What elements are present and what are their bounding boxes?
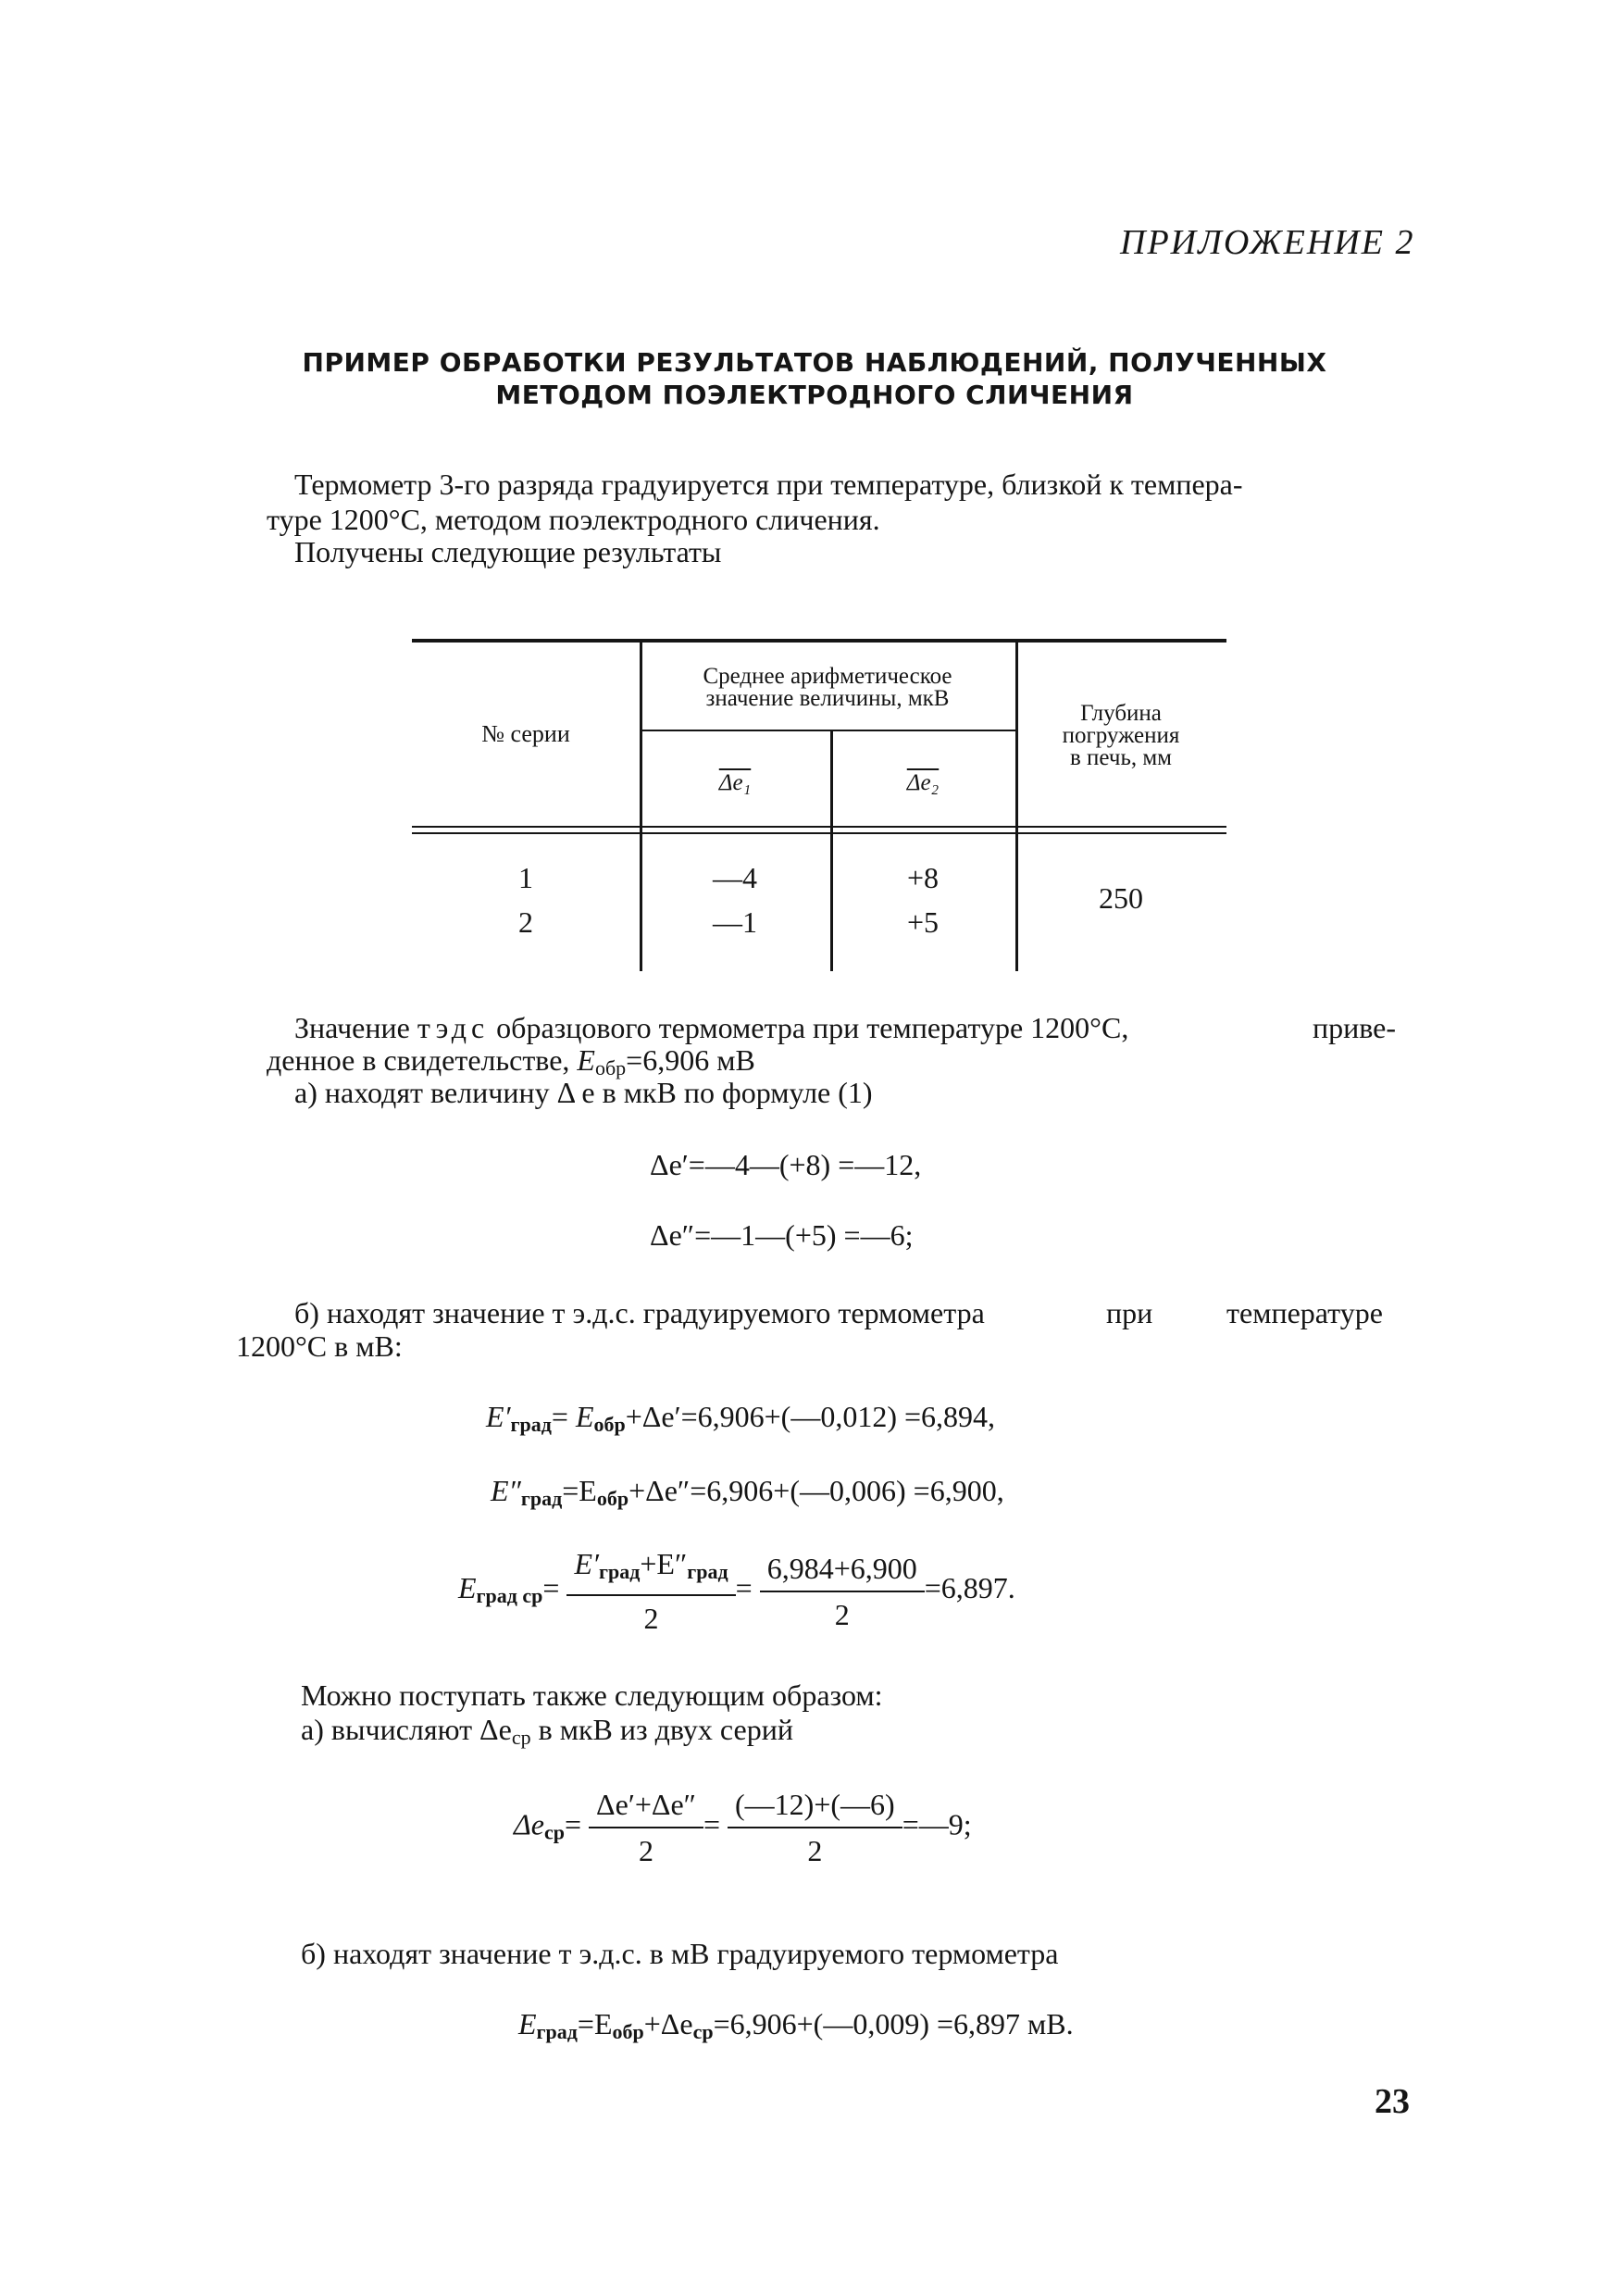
para2-line-3: а) находят величину Δ e в мкВ по формуле (1) [294, 1076, 873, 1109]
formula-e-grad-1: $E'_{град}=$ $E_{обр}+\Delta e'=6,906+(—0,012) =6,894$, [486, 1400, 996, 1436]
para2-line-2: денное в свидетельстве, $E_{обр}=6,906$ мВ [267, 1043, 755, 1079]
formula-e-grad-avg: $E_{град ср}=$ $\frac{E'_{град}+E''_{град}}{2}$ = $\frac{6,984+6,900}{2}$ =6,897. [458, 1541, 1015, 1641]
intro-line-2: туре 1200°С, методом поэлектродного сличения. [267, 503, 880, 536]
para3-line-1-pri: при [1106, 1296, 1153, 1329]
table-cell-de1-1: —4 [713, 861, 757, 894]
header-depth-line-1: Глубина [1080, 701, 1162, 726]
formula-e-grad-final: $E_{град}=E_{обр}+\Delta e_{ср}=6,906+(—0,009) =6,897$ мВ. [518, 2007, 1074, 2043]
page-title-line-2: МЕТОДОМ ПОЭЛЕКТРОДНОГО СЛИЧЕНИЯ [495, 380, 1134, 410]
para3-line-1-end: температуре [1226, 1296, 1383, 1329]
fraction-avg-numeric: $\frac{6,984+6,900}{2}$ [760, 1546, 925, 1637]
header-de1: Δe₁ [718, 770, 752, 795]
intro-line-3: Получены следующие результаты [294, 535, 722, 568]
fraction-avg-symbolic: $\frac{E'_{град}+E''_{град}}{2}$ [566, 1541, 735, 1641]
header-de2: Δe₂ [906, 770, 940, 795]
para2-line-1-end: приве- [1313, 1011, 1397, 1044]
para4-line-2: а) вычисляют $\Delta e_{ср}$ в мкВ из двух серий [301, 1713, 793, 1749]
para4-line-1: Можно поступать также следующим образом: [301, 1678, 883, 1712]
para5-line: б) находят значение т э.д.с. в мВ градуируемого термометра [301, 1937, 1059, 1970]
table-cell-de1-2: —1 [713, 905, 757, 939]
fraction-delta-symbolic: $\frac{\Delta e'+\Delta e''}{2}$ [589, 1782, 703, 1873]
page-number: 23 [1375, 2082, 1410, 2121]
page-title-line-1: ПРИМЕР ОБРАБОТКИ РЕЗУЛЬТАТОВ НАБЛЮДЕНИЙ, ПОЛУЧЕННЫХ [302, 347, 1327, 378]
header-mean-line-1: Среднее арифметическое [703, 664, 952, 689]
table-cell-series-1: 1 [518, 861, 533, 894]
fraction-delta-numeric: $\frac{(—12)+(—6)}{2}$ [728, 1782, 902, 1873]
table-cell-depth: 250 [1099, 881, 1143, 915]
para2-line-1: Значение тэдс образцового термометра при температуре 1200°С, [294, 1011, 1129, 1044]
header-depth-line-3: в печь, мм [1069, 745, 1173, 770]
appendix-label: ПРИЛОЖЕНИЕ 2 [1120, 223, 1415, 262]
formula-delta-e-avg: $\Delta e_{ср}=$ $\frac{\Delta e'+\Delta e''}{2}$ = $\frac{(—12)+(—6)}{2}$ =—9; [514, 1782, 972, 1873]
para3-line-1: б) находят значение т э.д.с. градуируемого термометра [294, 1296, 985, 1329]
table-cell-de2-1: +8 [906, 861, 940, 894]
formula-delta-e2: Δe″=—1—(+5) =—6; [650, 1218, 914, 1252]
header-mean-line-2: значение величины, мкВ [705, 686, 950, 711]
para3-line-2: 1200°С в мВ: [236, 1329, 403, 1363]
header-series: № серии [481, 720, 570, 747]
formula-delta-e1: Δe′=—4—(+8) =—12, [650, 1148, 922, 1181]
results-table [412, 639, 1226, 977]
table-cell-de2-2: +5 [906, 905, 940, 939]
table-cell-series-2: 2 [518, 905, 533, 939]
header-depth-line-2: погружения [1062, 723, 1180, 748]
formula-e-grad-2: $E''_{град}=E_{обр}+\Delta e''=6,906+(—0,006) =6,900$, [491, 1474, 1004, 1510]
intro-line-1: Термометр 3-го разряда градуируется при температуре, близкой к темпера- [294, 468, 1243, 501]
